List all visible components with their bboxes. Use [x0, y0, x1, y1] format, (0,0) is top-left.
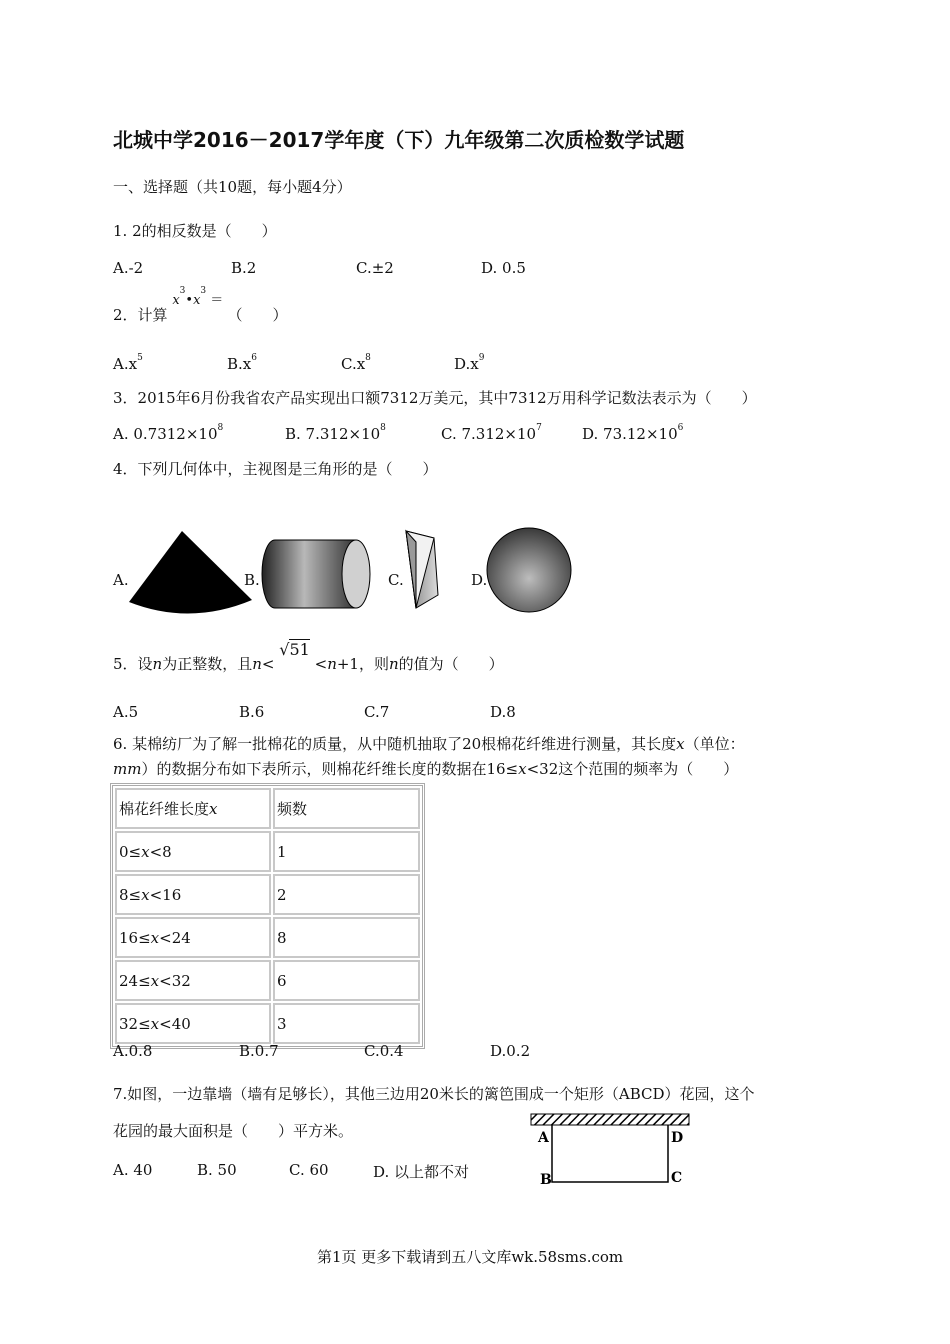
- question-4: 4．下列几何体中，主视图是三角形的是（ ）: [113, 460, 438, 478]
- q2-expression: $x^3•x^3$ ＝: [172, 286, 224, 308]
- cylinder-shape: [262, 540, 370, 608]
- table-header-row: [115, 788, 420, 829]
- question-6-line1: 6. 某棉纺厂为了解一批棉花的质量，从中随机抽取了20根棉花纤维进行测量，其长度x（单位：: [113, 735, 745, 753]
- q7-option-a: A. 40: [113, 1161, 153, 1179]
- q2-option-c: $C.x^8$: [341, 353, 371, 373]
- q3-option-d: D. $73.12\times 10^6$: [582, 423, 684, 443]
- q5-option-c: C.7: [364, 703, 390, 721]
- prism-shape: [406, 531, 438, 608]
- q1-option-c: C.±2: [356, 259, 394, 277]
- garden-diagram: [525, 1108, 695, 1190]
- q6-option-c: C.0.4: [364, 1042, 404, 1060]
- q4-figures: [0, 0, 950, 650]
- q4-label-d: D.: [471, 571, 488, 589]
- q5-option-b: B.6: [239, 703, 265, 721]
- wall: [531, 1114, 689, 1125]
- q1-option-a: A.-2: [113, 259, 144, 277]
- table-row: 0≤x<8 1: [115, 831, 420, 872]
- table-header-length: 棉花纤维长度x: [115, 788, 271, 829]
- corner-a: A: [538, 1130, 549, 1146]
- q1-option-d: D. 0.5: [481, 259, 526, 277]
- corner-b: B: [540, 1172, 552, 1188]
- q4-label-b: B.: [244, 571, 260, 589]
- question-3: 3．2015年6月份我省农产品实现出口额7312万美元，其中7312万用科学记数法表示为（ ）: [113, 389, 757, 407]
- section-heading: 一、选择题（共10题，每小题4分）: [113, 178, 352, 196]
- q6-option-d: D.0.2: [490, 1042, 531, 1060]
- q4-label-a: A.: [113, 571, 129, 589]
- cone-shape: [129, 531, 252, 614]
- q7-option-b: B. 50: [197, 1161, 237, 1179]
- q3-option-c: C. $7.312\times 10^7$: [441, 423, 542, 443]
- q5-option-d: D.8: [490, 703, 516, 721]
- question-6-line2: mm）的数据分布如下表所示，则棉花纤维长度的数据在16≤x<32这个范围的频率为（ ）: [113, 760, 739, 778]
- q2-prefix: 2．计算: [113, 306, 168, 324]
- q2-option-a: $A.x^5$: [113, 353, 143, 373]
- q4-label-c: C.: [388, 571, 404, 589]
- corner-c: C: [671, 1170, 683, 1186]
- fence: [552, 1125, 668, 1182]
- q2-option-b: $B.x^6$: [227, 353, 257, 373]
- q6-option-a: A.0.8: [113, 1042, 153, 1060]
- table-row: 16≤x<24 8: [115, 917, 420, 958]
- frequency-table: [110, 783, 425, 1049]
- q1-option-b: B.2: [231, 259, 257, 277]
- q5-option-a: A.5: [113, 703, 139, 721]
- table-row: 32≤x<40 3: [115, 1003, 420, 1044]
- q2-option-d: $D.x^9$: [454, 353, 485, 373]
- question-5: 5．设n为正整数，且n< √51 <n+1，则n的值为（ ）: [113, 640, 504, 673]
- q2-suffix: （ ）: [227, 306, 288, 324]
- question-7-line2: 花园的最大面积是（ ）平方米。: [113, 1122, 354, 1140]
- table-row: 8≤x<16 2: [115, 874, 420, 915]
- q7-option-c: C. 60: [289, 1161, 329, 1179]
- question-7-line1: 7.如图，一边靠墙（墙有足够长），其他三边用20米长的篱笆围成一个矩形（ABCD）花园，这个: [113, 1085, 755, 1103]
- sphere-shape: [487, 528, 571, 612]
- sqrt-51: √51: [279, 640, 310, 659]
- q6-option-b: B.0.7: [239, 1042, 279, 1060]
- page-footer: 第1页 更多下载请到五八文库wk.58sms.com: [317, 1248, 624, 1266]
- page-title: 北城中学2016－2017学年度（下）九年级第二次质检数学试题: [113, 128, 685, 152]
- q7-option-d: D. 以上都不对: [373, 1163, 470, 1181]
- table-row: 24≤x<32 6: [115, 960, 420, 1001]
- table-header-count: 频数: [273, 788, 420, 829]
- q3-option-a: A. $0.7312\times 10^8$: [113, 423, 224, 443]
- corner-d: D: [671, 1130, 684, 1146]
- q3-option-b: B. $7.312\times 10^8$: [285, 423, 386, 443]
- question-1: 1. 2的相反数是（ ）: [113, 222, 277, 240]
